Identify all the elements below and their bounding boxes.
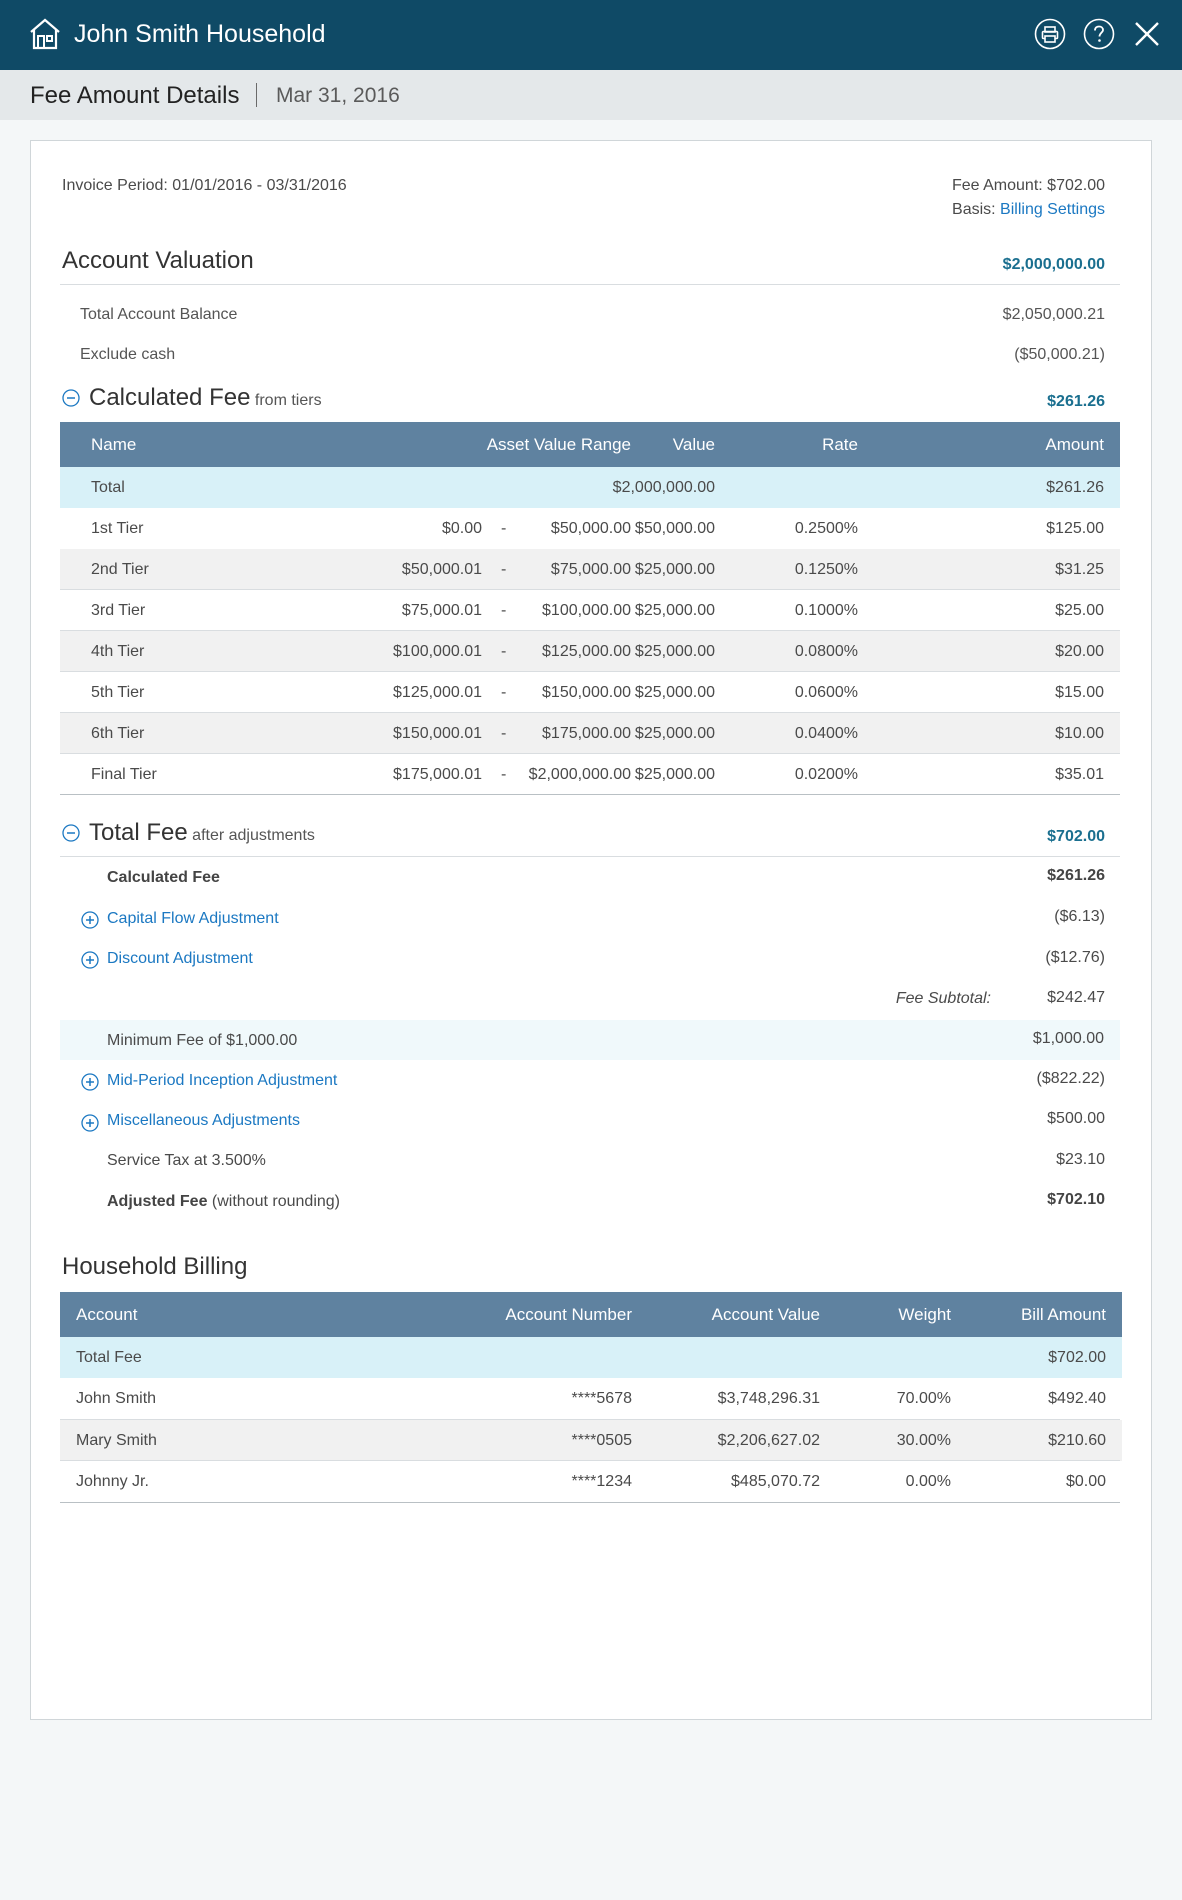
tier-range-to: $100,000.00: [542, 602, 631, 619]
column-header: Name: [91, 435, 137, 454]
tier-name: 2nd Tier: [91, 561, 149, 578]
tier-name: 6th Tier: [91, 725, 145, 742]
title-divider: [256, 83, 257, 107]
account-valuation-amount: $2,000,000.00: [1002, 256, 1105, 273]
divider: [60, 794, 1120, 795]
divider: [60, 284, 1120, 285]
collapse-icon[interactable]: [62, 389, 80, 407]
tier-table-header: [60, 422, 1120, 467]
discount-adjustment-link[interactable]: Discount Adjustment: [107, 950, 253, 967]
fee-subtotal-label: Fee Subtotal:: [895, 990, 991, 1007]
account-name: Mary Smith: [76, 1432, 157, 1449]
tier-value: $50,000.00: [634, 520, 715, 537]
table-row: [60, 754, 1120, 795]
table-row: [60, 549, 1120, 590]
tier-range-from: $125,000.01: [393, 684, 482, 701]
billing-settings-link[interactable]: Billing Settings: [1000, 201, 1105, 218]
table-row: [60, 1378, 1122, 1419]
adjusted-fee-line: [107, 1193, 340, 1211]
fee-details-card: [30, 140, 1152, 1720]
table-row: [60, 672, 1120, 713]
calculated-fee-amount: $261.26: [1047, 393, 1105, 410]
tier-rate: 0.2500%: [794, 520, 858, 537]
tier-amount: $31.25: [1055, 561, 1104, 578]
column-header: Weight: [898, 1305, 951, 1324]
tier-name: 1st Tier: [91, 520, 144, 537]
mid-period-adjustment-link[interactable]: Mid-Period Inception Adjustment: [107, 1072, 338, 1089]
tier-rate: 0.0200%: [794, 766, 858, 783]
calculated-fee-heading: [89, 384, 322, 412]
column-header: Account Number: [505, 1305, 632, 1324]
tier-name: Final Tier: [91, 766, 157, 783]
bill-amount: $0.00: [1065, 1473, 1106, 1490]
bill-amount: $492.40: [1048, 1390, 1106, 1407]
collapse-icon[interactable]: [62, 824, 80, 842]
total-amount: $261.26: [1046, 479, 1104, 496]
calculated-fee-subtitle: from tiers: [254, 392, 322, 409]
page-date: Mar 31, 2016: [276, 84, 400, 107]
tier-range-to: $125,000.00: [542, 643, 631, 660]
tier-range-dash: -: [501, 561, 507, 578]
minimum-fee-label: Minimum Fee of $1,000.00: [107, 1032, 298, 1049]
invoice-period: Invoice Period: 01/01/2016 - 03/31/2016: [62, 177, 347, 194]
account-number: ****5678: [571, 1390, 632, 1407]
page-title: Fee Amount Details: [30, 82, 240, 109]
tier-name: 3rd Tier: [91, 602, 146, 619]
tier-range-dash: -: [501, 643, 507, 660]
tier-total-row: [60, 467, 1120, 508]
column-header: Account: [76, 1305, 138, 1324]
print-icon[interactable]: [1034, 18, 1066, 50]
basis-label: Basis:: [952, 201, 996, 218]
calculated-fee-label: Calculated Fee: [107, 869, 220, 886]
tier-range-to: $75,000.00: [550, 561, 631, 578]
minimum-fee-row: [60, 1020, 1120, 1060]
expand-icon[interactable]: [81, 1073, 99, 1091]
table-row: [60, 1461, 1122, 1502]
fee-subtotal-value: $242.47: [1047, 989, 1105, 1006]
account-value: $2,206,627.02: [717, 1432, 820, 1449]
account-number: ****1234: [571, 1473, 632, 1490]
tier-range-from: $100,000.01: [393, 643, 482, 660]
total-fee-amount: $702.00: [1047, 828, 1105, 845]
capital-flow-value: ($6.13): [1054, 908, 1105, 925]
tier-value: $25,000.00: [634, 643, 715, 660]
expand-icon[interactable]: [81, 1114, 99, 1132]
account-weight: 70.00%: [896, 1390, 951, 1407]
service-tax-label: Service Tax at 3.500%: [107, 1152, 266, 1169]
tier-rate: 0.0600%: [794, 684, 858, 701]
fee-amount: Fee Amount: $702.00: [952, 177, 1105, 194]
household-total-label: Total Fee: [76, 1349, 142, 1366]
household-title: John Smith Household: [74, 20, 326, 48]
divider: [60, 856, 1120, 857]
valuation-row-label: Total Account Balance: [80, 306, 238, 323]
mid-period-value: ($822.22): [1036, 1070, 1105, 1087]
tier-name: 5th Tier: [91, 684, 145, 701]
household-total-row: [60, 1337, 1122, 1378]
account-name: John Smith: [76, 1390, 157, 1407]
total-fee-subtitle: after adjustments: [192, 827, 315, 844]
column-header: Bill Amount: [1020, 1305, 1106, 1324]
tier-amount: $10.00: [1055, 725, 1104, 742]
tier-range-dash: -: [501, 684, 507, 701]
total-label: Total: [91, 479, 125, 496]
calculated-fee-title: Calculated Fee: [89, 384, 251, 411]
valuation-row-value: $2,050,000.21: [1002, 306, 1105, 323]
column-header: Account Value: [711, 1305, 820, 1324]
discount-value: ($12.76): [1045, 949, 1105, 966]
household-total-amount: $702.00: [1048, 1349, 1106, 1366]
account-value: $3,748,296.31: [717, 1390, 820, 1407]
calculated-fee-value: $261.26: [1047, 867, 1105, 884]
account-valuation-heading: Account Valuation: [62, 247, 254, 274]
tier-range-from: $150,000.01: [393, 725, 482, 742]
tier-name: 4th Tier: [91, 643, 145, 660]
column-header: Amount: [1045, 435, 1104, 454]
household-table-header: [60, 1292, 1122, 1337]
close-icon[interactable]: [1131, 18, 1163, 50]
tier-amount: $25.00: [1055, 602, 1104, 619]
column-header: Asset Value Range: [486, 435, 631, 454]
total-fee-heading: [89, 819, 315, 847]
tier-range-from: $75,000.01: [401, 602, 482, 619]
home-icon[interactable]: [28, 17, 62, 51]
bill-amount: $210.60: [1048, 1432, 1106, 1449]
minimum-fee-value: $1,000.00: [1032, 1030, 1104, 1047]
capital-flow-adjustment-link[interactable]: Capital Flow Adjustment: [107, 910, 279, 927]
account-value: $485,070.72: [731, 1473, 820, 1490]
account-weight: 30.00%: [896, 1432, 951, 1449]
tier-value: $25,000.00: [634, 725, 715, 742]
column-header: Value: [672, 435, 715, 454]
miscellaneous-adjustments-link[interactable]: Miscellaneous Adjustments: [107, 1112, 300, 1129]
tier-range-to: $50,000.00: [550, 520, 631, 537]
top-bar: [0, 0, 1182, 70]
expand-icon[interactable]: [81, 911, 99, 929]
table-row: [60, 713, 1120, 754]
table-row: [60, 631, 1120, 672]
tier-amount: $125.00: [1046, 520, 1104, 537]
tier-value: $25,000.00: [634, 684, 715, 701]
tier-range-from: $50,000.01: [401, 561, 482, 578]
column-header: Rate: [822, 435, 858, 454]
service-tax-value: $23.10: [1056, 1151, 1105, 1168]
sub-header: [0, 70, 1182, 120]
account-number: ****0505: [571, 1432, 632, 1449]
table-row: [60, 590, 1120, 631]
tier-rate: 0.1250%: [794, 561, 858, 578]
tier-value: $25,000.00: [634, 602, 715, 619]
table-row: [60, 1420, 1122, 1461]
tier-range-to: $150,000.00: [542, 684, 631, 701]
tier-amount: $15.00: [1055, 684, 1104, 701]
tier-range-to: $2,000,000.00: [528, 766, 631, 783]
adjusted-fee-value: $702.10: [1047, 1191, 1105, 1208]
tier-range-from: $0.00: [441, 520, 482, 537]
tier-value: $25,000.00: [634, 766, 715, 783]
tier-range-from: $175,000.01: [393, 766, 482, 783]
total-value: $2,000,000.00: [612, 479, 715, 496]
total-fee-title: Total Fee: [89, 819, 188, 846]
valuation-row-label: Exclude cash: [80, 346, 176, 363]
tier-rate: 0.0800%: [794, 643, 858, 660]
expand-icon[interactable]: [81, 951, 99, 969]
miscellaneous-value: $500.00: [1047, 1110, 1105, 1127]
adjusted-fee-note: (without rounding): [211, 1193, 340, 1210]
basis-line: [952, 201, 1105, 219]
tier-range-to: $175,000.00: [542, 725, 631, 742]
tier-range-dash: -: [501, 520, 507, 537]
tier-range-dash: -: [501, 602, 507, 619]
tier-rate: 0.0400%: [794, 725, 858, 742]
tier-range-dash: -: [501, 766, 507, 783]
divider: [60, 1502, 1120, 1503]
tier-amount: $35.01: [1055, 766, 1104, 783]
household-billing-heading: Household Billing: [62, 1253, 248, 1280]
table-row: [60, 508, 1120, 549]
account-name: Johnny Jr.: [76, 1473, 149, 1490]
tier-value: $25,000.00: [634, 561, 715, 578]
valuation-row-value: ($50,000.21): [1014, 346, 1105, 363]
tier-range-dash: -: [501, 725, 507, 742]
help-icon[interactable]: [1083, 18, 1115, 50]
adjusted-fee-label: Adjusted Fee: [107, 1193, 208, 1210]
tier-amount: $20.00: [1055, 643, 1104, 660]
tier-rate: 0.1000%: [794, 602, 858, 619]
account-weight: 0.00%: [905, 1473, 951, 1490]
